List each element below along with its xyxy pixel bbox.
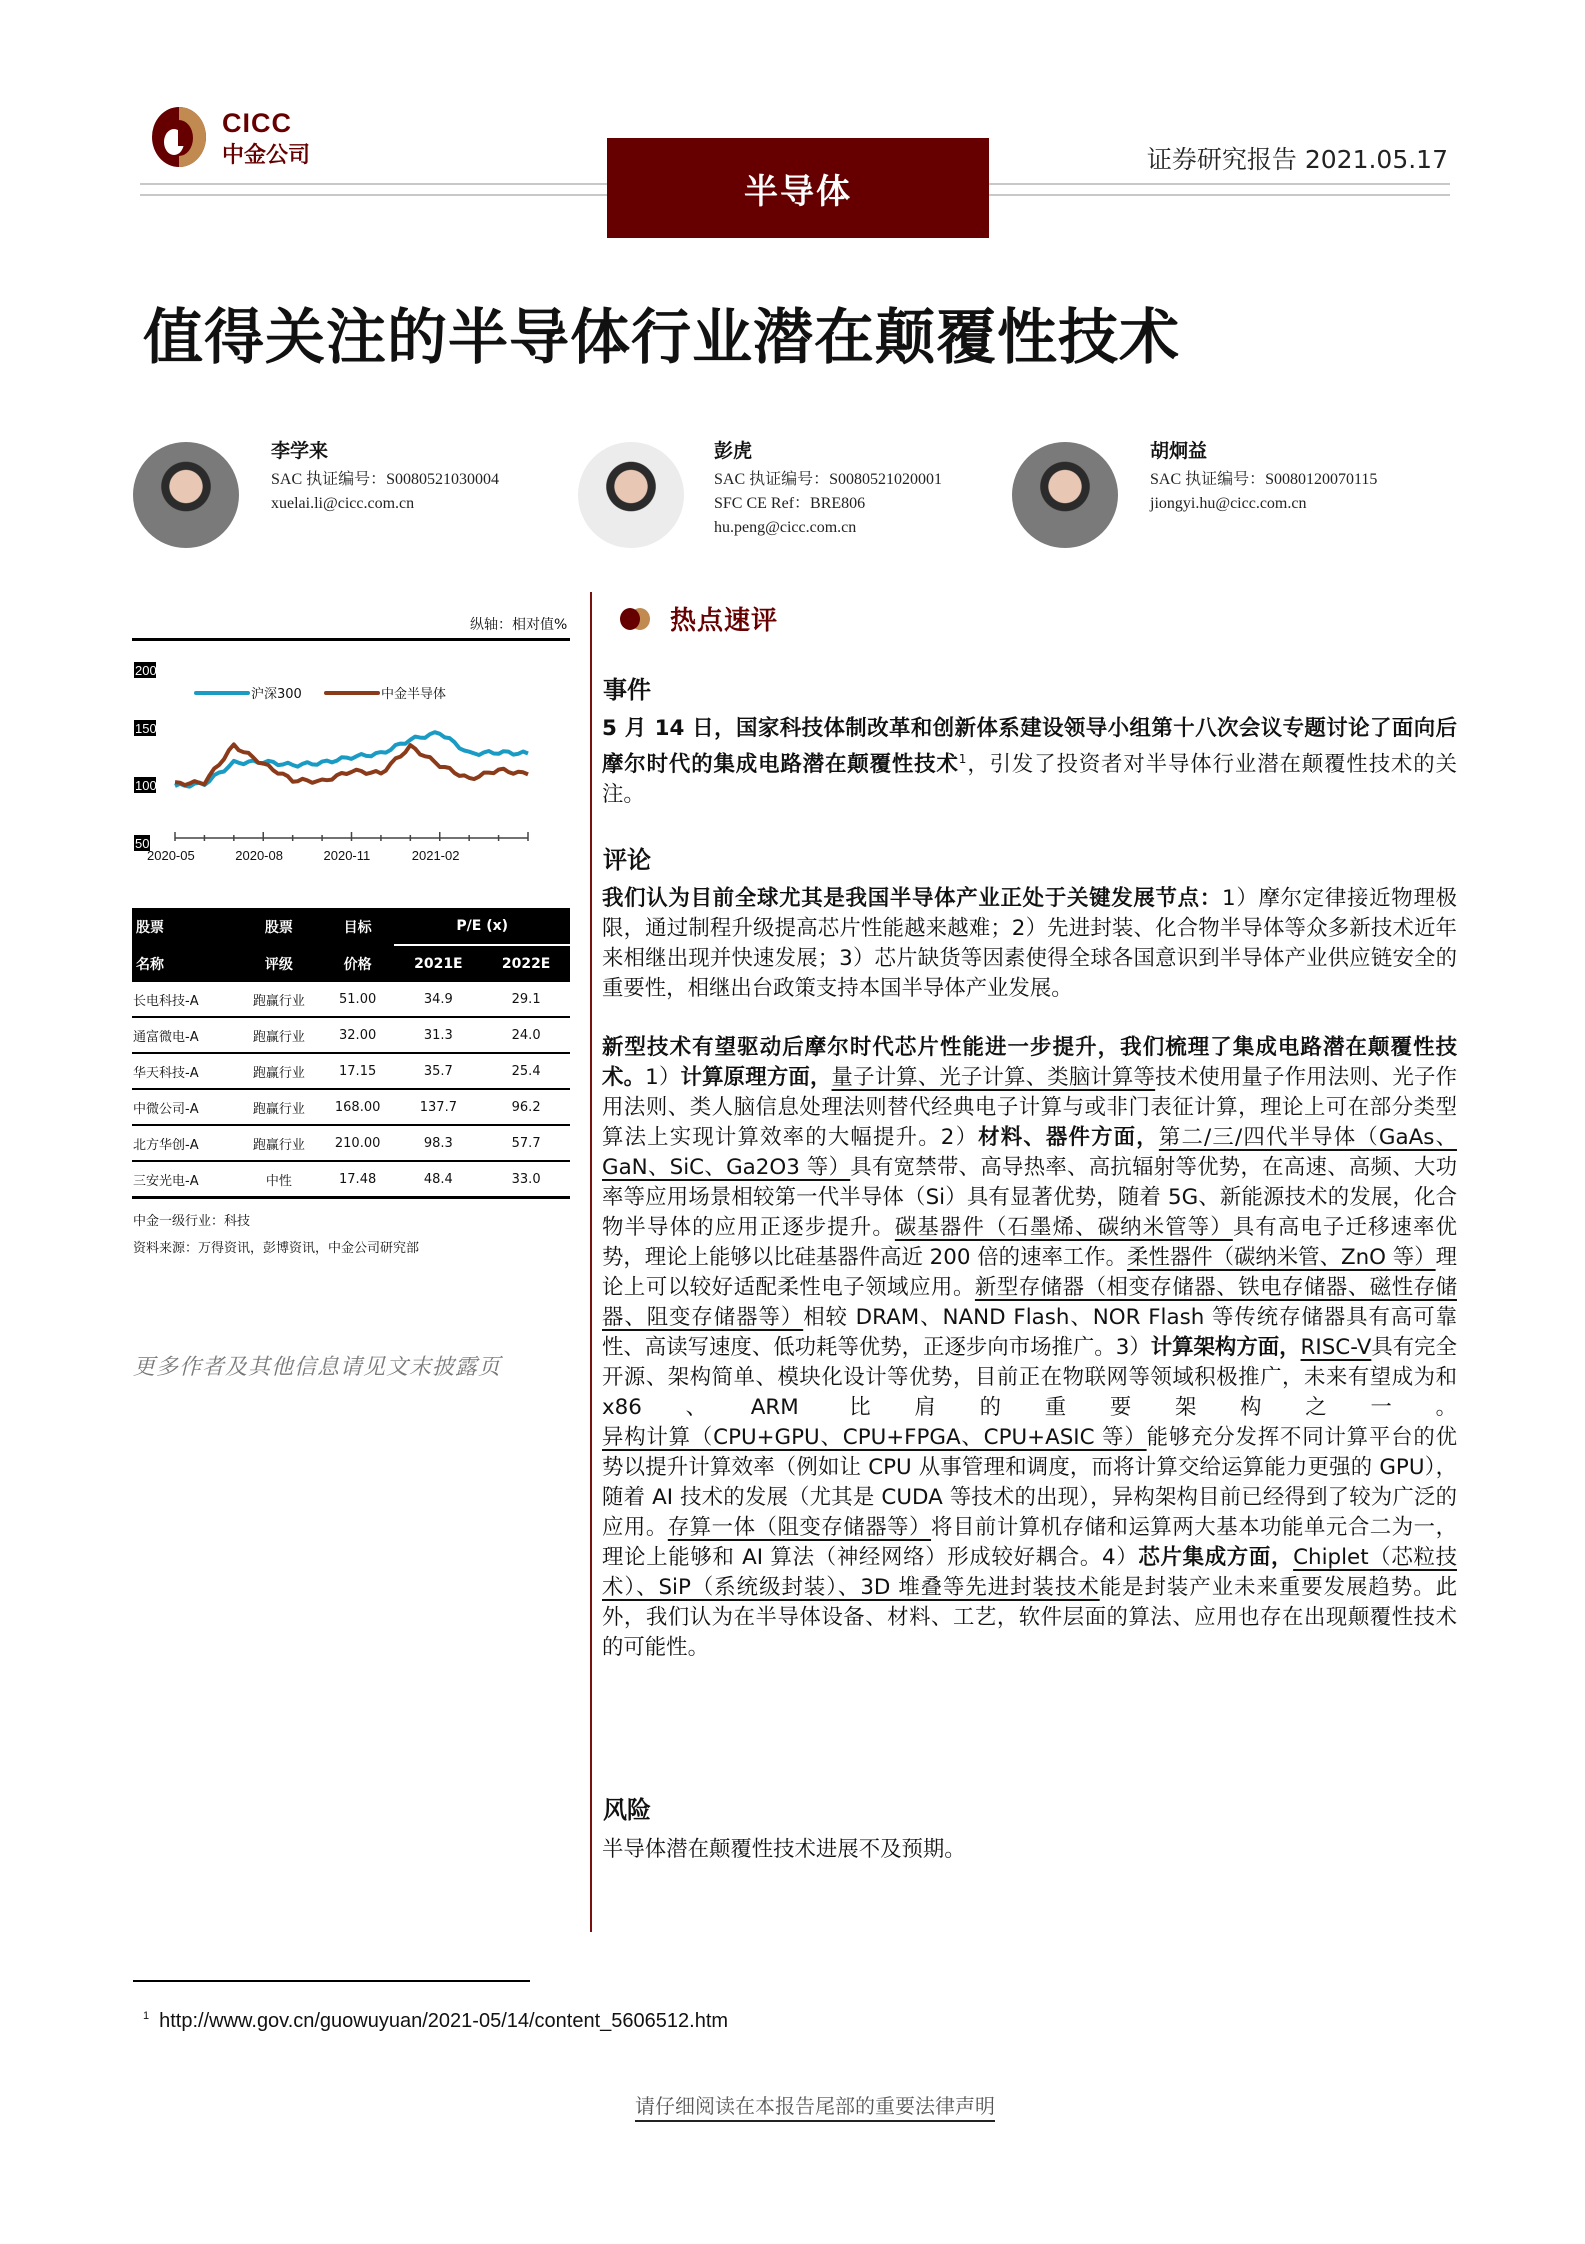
th-pe: P/E (x) xyxy=(394,908,570,945)
author-name: 李学来 xyxy=(271,440,329,462)
comment-paragraph-1: 我们认为目前全球尤其是我国半导体产业正处于关键发展节点：1）摩尔定律接近物理极限，通过制程升级提高芯片性能越来越难；2）先进封装、化合物半导体等众多新技术近年来相继出现并快速发展；3）芯片缺货等因素使得全球各国意识到半导体产业供应链安全的重要性，相继出台政策支持本国半导体产业发展。 xyxy=(602,886,1457,1001)
author-email[interactable]: hu.peng@cicc.com.cn xyxy=(714,519,857,536)
section-header xyxy=(620,600,778,637)
legal-disclaimer: 请仔细阅读在本报告尾部的重要法律声明 xyxy=(400,2090,1230,2119)
svg-text:2020-08: 2020-08 xyxy=(235,848,283,863)
table-row: 三安光电-A 中性 17.48 48.4 33.0 xyxy=(132,1161,570,1198)
source-note: 资料来源：万得资讯，彭博资讯，中金公司研究部 xyxy=(133,1241,420,1256)
author-email[interactable]: xuelai.li@cicc.com.cn xyxy=(271,495,415,512)
sector-badge: 半导体 xyxy=(607,138,989,238)
section-title: 热点速评 xyxy=(670,606,779,636)
svg-text:中金半导体: 中金半导体 xyxy=(381,687,447,702)
comment-paragraph-2: 新型技术有望驱动后摩尔时代芯片性能进一步提升，我们梳理了集成电路潜在颠覆性技术。1）计算原理方面，量子计算、光子计算、类脑计算等技术使用量子作用法则、光子作用法则、类人脑信息处理法则替代经典电子计算与或非门表征计算，理论上可在部分类型算法上实现计算效率的大幅提升。2）材料、器件方面，第二/三/四代半导体（GaAs、GaN、SiC、Ga2O3 等）具有宽禁带、高导热率、高抗辐射等优势，在高速、高频、大功率等应用场景相较第一代半导体（Si）具有显著优势，随着 5G、新能源技术的发展，化合物半导体的应用正逐步提升。碳基器件（石墨烯、碳纳米管等）具有高电子迁移速率优势，理论上能够以比硅基器件高近 200 倍的速率工作。柔性器件（碳纳米管、ZnO 等）理论上可以较好适配柔性电子领域应用。新型存储器（相变存储器、铁电存储器、磁性存储器、阻变存储器等）相较 DRAM、NAND Flash、NOR Flash 等传统存储器具有高可靠性、高读写速度、低功耗等优势，正逐步向市场推广。3）计算架构方面，RISC-V具有完全开源、架构简单、模块化设计等优势，目前正在物联网等领域积极推广，未来有望成为和 x86、ARM 比肩的重要架构之一。异构计算（CPU+GPU、CPU+FPGA、CPU+ASIC 等）能够充分发挥不同计算平台的优势以提升计算效率（例如让 CPU 从事管理和调度，而将计算交给运算能力更强的 GPU），随着 AI 技术的发展（尤其是 CUDA 等技术的出现），异构架构目前已经得到了较为广泛的应用。存算一体（阻变存储器等）将目前计算机存储和运算两大基本功能单元合二为一，理论上能够和 AI 算法（神经网络）形成较好耦合。4）芯片集成方面，Chiplet（芯粒技术）、SiP（系统级封装）、3D 堆叠等先进封装技术能是封装产业未来重要发展趋势。此外，我们认为在半导体设备、材料、工艺，软件层面的算法、应用也存在出现颠覆性技术的可能性。 xyxy=(602,1035,1457,1660)
svg-text:100: 100 xyxy=(135,778,157,793)
avatar xyxy=(133,442,239,548)
table-row: 华天科技-A 跑赢行业 17.15 35.7 25.4 xyxy=(132,1053,570,1089)
risk-heading: 风险 xyxy=(603,1796,651,1824)
author-sac: SAC 执证编号：S0080521030004 xyxy=(271,471,500,488)
th-rating: 股票 xyxy=(237,908,321,945)
page-title: 值得关注的半导体行业潜在颠覆性技术 xyxy=(143,303,1180,373)
svg-text:150: 150 xyxy=(135,721,157,736)
th-stock: 股票 xyxy=(132,908,237,945)
table-row: 中微公司-A 跑赢行业 168.00 137.7 96.2 xyxy=(132,1089,570,1125)
table-row: 北方华创-A 跑赢行业 210.00 98.3 57.7 xyxy=(132,1125,570,1161)
svg-text:2020-05: 2020-05 xyxy=(147,848,195,863)
performance-chart xyxy=(130,650,570,870)
x-axis xyxy=(147,832,528,863)
author-email[interactable]: jiongyi.hu@cicc.com.cn xyxy=(1150,495,1307,512)
footnote: $^1$ http://www.gov.cn/guowuyuan/2021-05/14/content_5606512.htm xyxy=(143,2010,729,2032)
avatar xyxy=(1012,442,1118,548)
logo-text-en: CICC xyxy=(222,108,292,138)
chart-legend xyxy=(196,686,446,702)
footnote-link[interactable]: http://www.gov.cn/guowuyuan/2021-05/14/content_5606512.htm xyxy=(159,2010,729,2032)
footnote-divider xyxy=(133,1980,530,1982)
svg-text:50: 50 xyxy=(135,836,150,851)
more-info-note: 更多作者及其他信息请见文末披露页 xyxy=(133,1355,502,1380)
event-heading: 事件 xyxy=(603,676,651,704)
event-paragraph: 5 月 14 日，国家科技体制改革和创新体系建设领导小组第十八次会议专题讨论了面向后摩尔时代的集成电路潜在颠覆性技术$^1$，引发了投资者对半导体行业潜在颠覆性技术的关注。 xyxy=(602,716,1457,808)
svg-text:2020-11: 2020-11 xyxy=(323,848,371,863)
th-rating2: 评级 xyxy=(237,945,321,982)
th-price: 价格 xyxy=(321,945,395,982)
report-type-date: 证券研究报告 2021.05.17 xyxy=(1146,145,1448,174)
author-sac: SAC 执证编号：S0080120070115 xyxy=(1150,471,1378,488)
avatar xyxy=(578,442,684,548)
svg-text:200: 200 xyxy=(135,663,157,678)
cicc-logo xyxy=(150,106,340,168)
author-name: 胡炯益 xyxy=(1150,440,1208,462)
svg-text:沪深300: 沪深300 xyxy=(251,687,302,702)
chart-unit-label: 纵轴：相对值% xyxy=(470,617,568,633)
table-row: 长电科技-A 跑赢行业 51.00 34.9 29.1 xyxy=(132,982,570,1017)
footnote-ref[interactable]: 1 xyxy=(958,752,967,766)
author-sfc: SFC CE Ref：BRE806 xyxy=(714,495,866,512)
comment-heading: 评论 xyxy=(603,846,651,874)
risk-paragraph: 半导体潜在颠覆性技术进展不及预期。 xyxy=(602,1837,966,1862)
column-divider xyxy=(590,592,592,1932)
author-name: 彭虎 xyxy=(714,440,753,462)
svg-text:2021-02: 2021-02 xyxy=(411,848,460,863)
stock-table xyxy=(132,908,570,1199)
cicc-logo-icon xyxy=(150,106,208,168)
th-2022e: 2022E xyxy=(482,945,570,982)
industry-note: 中金一级行业：科技 xyxy=(133,1214,251,1229)
y-axis-labels xyxy=(134,662,157,851)
th-target: 目标 xyxy=(321,908,395,945)
chart-top-rule xyxy=(132,638,570,641)
th-2021e: 2021E xyxy=(394,945,482,982)
logo-text-cn: 中金公司 xyxy=(222,143,311,168)
author-sac: SAC 执证编号：S0080521020001 xyxy=(714,471,943,488)
table-row: 通富微电-A 跑赢行业 32.00 31.3 24.0 xyxy=(132,1017,570,1053)
th-name: 名称 xyxy=(132,945,237,982)
bullet-dot-icon xyxy=(620,608,642,630)
